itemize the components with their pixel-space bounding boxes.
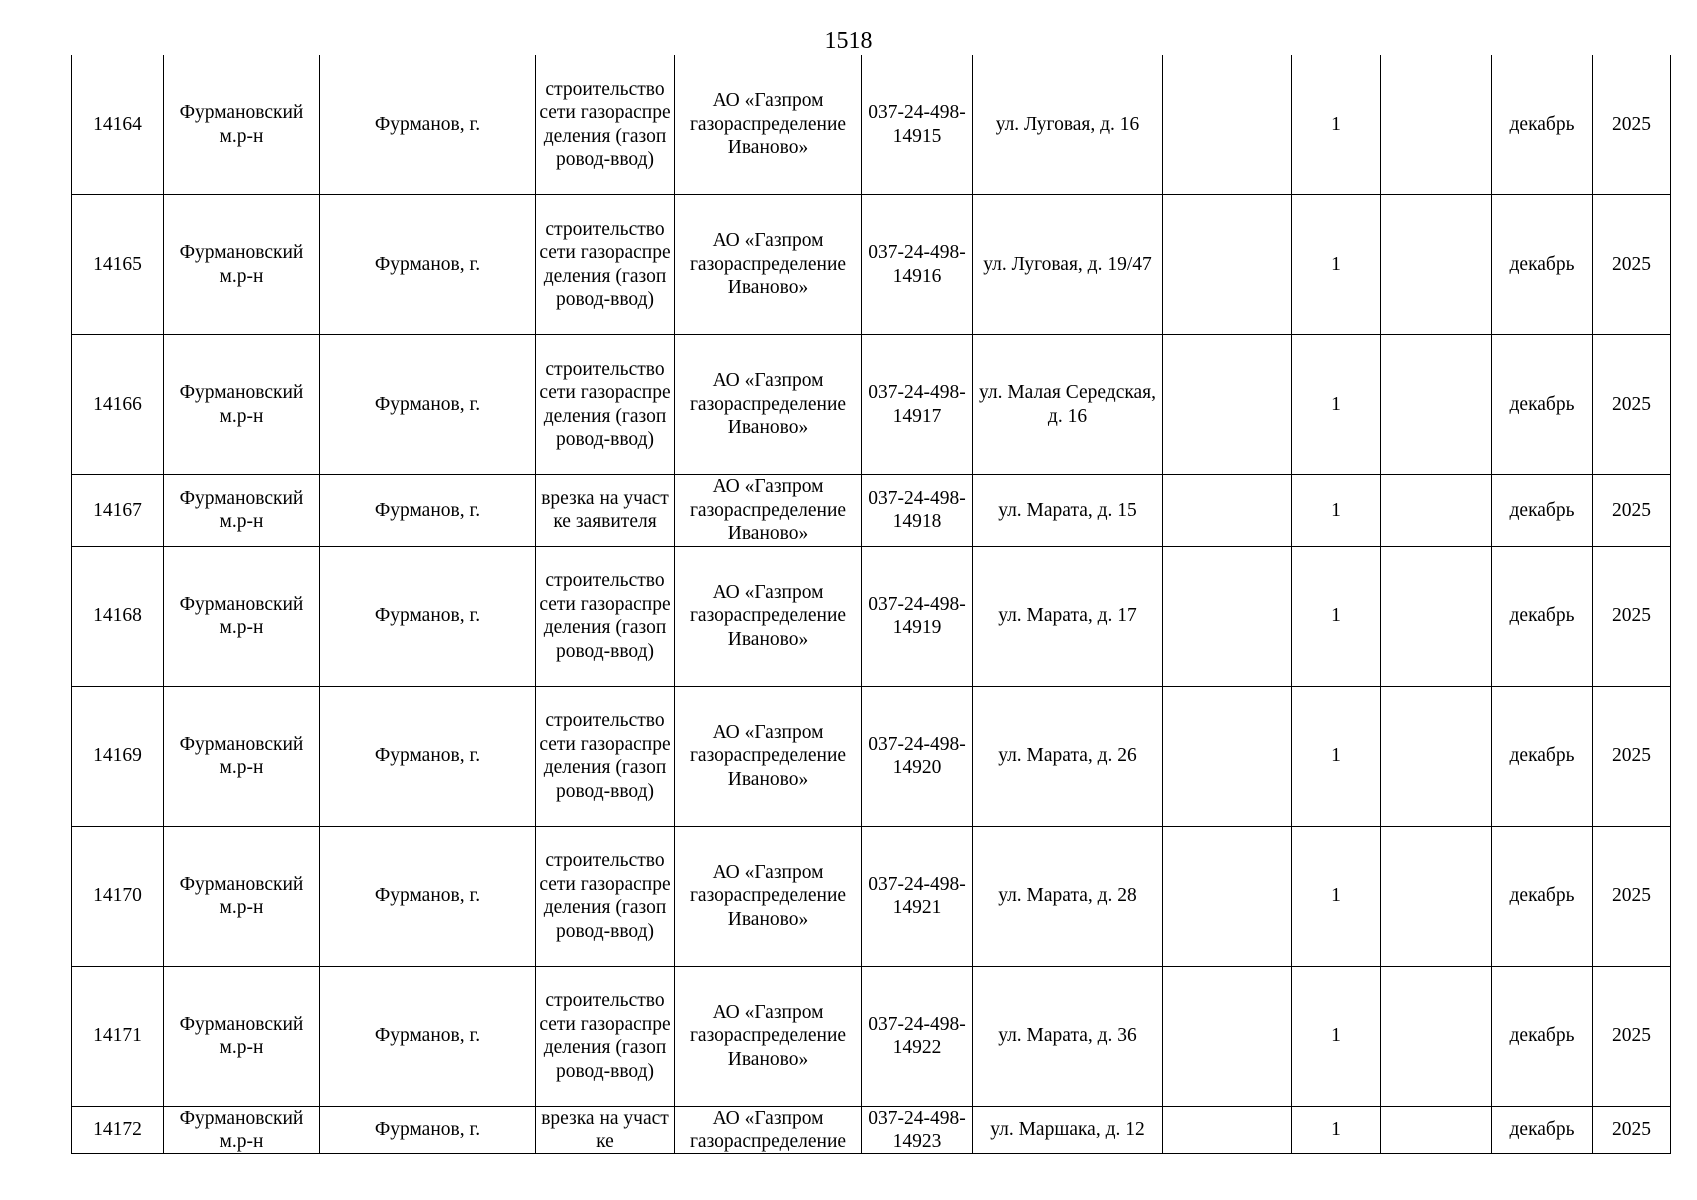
cell-address: ул. Маршака, д. 12 bbox=[973, 1106, 1163, 1153]
cell-address: ул. Марата, д. 28 bbox=[973, 826, 1163, 966]
cell-operator: АО «Газпром газораспределение Иваново» bbox=[675, 475, 862, 547]
cell-month: декабрь bbox=[1492, 966, 1593, 1106]
cell-empty bbox=[1381, 546, 1492, 686]
cell-empty bbox=[1381, 686, 1492, 826]
cell-operator: АО «Газпром газораспределение Иваново» bbox=[675, 335, 862, 475]
cell-year: 2025 bbox=[1593, 546, 1671, 686]
cell-empty bbox=[1163, 1106, 1292, 1153]
cell-empty bbox=[1381, 335, 1492, 475]
table-row bbox=[72, 686, 1671, 826]
cell-operator bbox=[675, 1106, 862, 1153]
cell-code: 037-24-498-14921 bbox=[862, 826, 973, 966]
cell-district: Фурмановский м.р-н bbox=[164, 335, 320, 475]
cell-operator-text: АО «Газпром газораспределение bbox=[689, 1107, 847, 1152]
cell-address: ул. Луговая, д. 16 bbox=[973, 55, 1163, 195]
cell-count: 1 bbox=[1292, 686, 1381, 826]
table-row bbox=[72, 335, 1671, 475]
cell-locality: Фурманов, г. bbox=[320, 195, 536, 335]
cell-month: декабрь bbox=[1492, 195, 1593, 335]
cell-empty bbox=[1381, 55, 1492, 195]
cell-year: 2025 bbox=[1593, 55, 1671, 195]
cell-count: 1 bbox=[1292, 335, 1381, 475]
cell-year: 2025 bbox=[1593, 966, 1671, 1106]
cell-empty bbox=[1381, 966, 1492, 1106]
cell-work-type: строительство сети газораспределения (газопровод-ввод) bbox=[536, 195, 675, 335]
cell-month: декабрь bbox=[1492, 335, 1593, 475]
cell-locality: Фурманов, г. bbox=[320, 546, 536, 686]
cell-count: 1 bbox=[1292, 1106, 1381, 1153]
cell-month: декабрь bbox=[1492, 546, 1593, 686]
cell-code: 037-24-498-14915 bbox=[862, 55, 973, 195]
cell-code: 037-24-498-14918 bbox=[862, 475, 973, 547]
cell-number: 14165 bbox=[72, 195, 164, 335]
table-row bbox=[72, 1106, 1671, 1153]
cell-empty bbox=[1163, 335, 1292, 475]
cell-empty bbox=[1163, 966, 1292, 1106]
cell-number: 14171 bbox=[72, 966, 164, 1106]
cell-work-type-text: врезка на участке bbox=[541, 1107, 669, 1152]
cell-year: 2025 bbox=[1593, 195, 1671, 335]
cell-district: Фурмановский м.р-н bbox=[164, 966, 320, 1106]
cell-empty bbox=[1381, 826, 1492, 966]
cell-address: ул. Марата, д. 17 bbox=[973, 546, 1163, 686]
cell-locality: Фурманов, г. bbox=[320, 966, 536, 1106]
table-row bbox=[72, 55, 1671, 195]
table-row bbox=[72, 475, 1671, 547]
cell-number: 14168 bbox=[72, 546, 164, 686]
cell-operator: АО «Газпром газораспределение Иваново» bbox=[675, 686, 862, 826]
cell-empty bbox=[1163, 826, 1292, 966]
cell-address: ул. Марата, д. 26 bbox=[973, 686, 1163, 826]
cell-work-type: строительство сети газораспределения (газопровод-ввод) bbox=[536, 686, 675, 826]
cell-operator: АО «Газпром газораспределение Иваново» bbox=[675, 195, 862, 335]
cell-operator: АО «Газпром газораспределение Иваново» bbox=[675, 546, 862, 686]
cell-code: 037-24-498-14922 bbox=[862, 966, 973, 1106]
cell-month: декабрь bbox=[1492, 686, 1593, 826]
cell-empty bbox=[1163, 195, 1292, 335]
page-number: 1518 bbox=[824, 28, 873, 54]
cell-district: Фурмановский м.р-н bbox=[164, 826, 320, 966]
cell-year: 2025 bbox=[1593, 335, 1671, 475]
table-row bbox=[72, 826, 1671, 966]
cell-code: 037-24-498-14919 bbox=[862, 546, 973, 686]
cell-empty bbox=[1381, 475, 1492, 547]
cell-locality: Фурманов, г. bbox=[320, 55, 536, 195]
cell-district: Фурмановский м.р-н bbox=[164, 546, 320, 686]
cell-count: 1 bbox=[1292, 546, 1381, 686]
cell-locality: Фурманов, г. bbox=[320, 335, 536, 475]
cell-code bbox=[862, 1106, 973, 1153]
cell-operator: АО «Газпром газораспределение Иваново» bbox=[675, 966, 862, 1106]
cell-operator: АО «Газпром газораспределение Иваново» bbox=[675, 55, 862, 195]
cell-work-type: строительство сети газораспределения (газопровод-ввод) bbox=[536, 966, 675, 1106]
cell-year: 2025 bbox=[1593, 686, 1671, 826]
cell-number: 14167 bbox=[72, 475, 164, 547]
cell-year: 2025 bbox=[1593, 826, 1671, 966]
cell-locality: Фурманов, г. bbox=[320, 686, 536, 826]
cell-district: Фурмановский м.р-н bbox=[164, 475, 320, 547]
table-row bbox=[72, 546, 1671, 686]
cell-empty bbox=[1381, 1106, 1492, 1153]
cell-operator: АО «Газпром газораспределение Иваново» bbox=[675, 826, 862, 966]
cell-empty bbox=[1163, 546, 1292, 686]
cell-address: ул. Марата, д. 15 bbox=[973, 475, 1163, 547]
cell-count: 1 bbox=[1292, 826, 1381, 966]
cell-district bbox=[164, 1106, 320, 1153]
cell-work-type: строительство сети газораспределения (газопровод-ввод) bbox=[536, 55, 675, 195]
cell-work-type: строительство сети газораспределения (газопровод-ввод) bbox=[536, 546, 675, 686]
cell-month: декабрь bbox=[1492, 55, 1593, 195]
cell-address: ул. Луговая, д. 19/47 bbox=[973, 195, 1163, 335]
cell-work-type: строительство сети газораспределения (газопровод-ввод) bbox=[536, 335, 675, 475]
cell-district-text: Фурмановский м.р-н bbox=[179, 1107, 304, 1152]
cell-work-type: врезка на участке заявителя bbox=[536, 475, 675, 547]
cell-number: 14170 bbox=[72, 826, 164, 966]
cell-district: Фурмановский м.р-н bbox=[164, 55, 320, 195]
cell-work-type: строительство сети газораспределения (газопровод-ввод) bbox=[536, 826, 675, 966]
cell-number: 14172 bbox=[72, 1106, 164, 1153]
cell-code: 037-24-498-14916 bbox=[862, 195, 973, 335]
cell-empty bbox=[1163, 686, 1292, 826]
registry-table bbox=[71, 55, 1671, 1154]
cell-code-text: 037-24-498-14923 bbox=[868, 1107, 966, 1152]
cell-count: 1 bbox=[1292, 475, 1381, 547]
cell-month: декабрь bbox=[1492, 475, 1593, 547]
table-row bbox=[72, 195, 1671, 335]
cell-code: 037-24-498-14917 bbox=[862, 335, 973, 475]
cell-address: ул. Марата, д. 36 bbox=[973, 966, 1163, 1106]
cell-number: 14166 bbox=[72, 335, 164, 475]
cell-count: 1 bbox=[1292, 195, 1381, 335]
cell-month: декабрь bbox=[1492, 826, 1593, 966]
cell-number: 14169 bbox=[72, 686, 164, 826]
cell-code: 037-24-498-14920 bbox=[862, 686, 973, 826]
cell-address: ул. Малая Середская, д. 16 bbox=[973, 335, 1163, 475]
cell-count: 1 bbox=[1292, 966, 1381, 1106]
cell-locality: Фурманов, г. bbox=[320, 826, 536, 966]
cell-count: 1 bbox=[1292, 55, 1381, 195]
cell-number: 14164 bbox=[72, 55, 164, 195]
cell-empty bbox=[1163, 475, 1292, 547]
cell-locality: Фурманов, г. bbox=[320, 1106, 536, 1153]
cell-empty bbox=[1381, 195, 1492, 335]
cell-year: 2025 bbox=[1593, 475, 1671, 547]
table-row bbox=[72, 966, 1671, 1106]
cell-district: Фурмановский м.р-н bbox=[164, 686, 320, 826]
cell-work-type bbox=[536, 1106, 675, 1153]
cell-district: Фурмановский м.р-н bbox=[164, 195, 320, 335]
cell-year: 2025 bbox=[1593, 1106, 1671, 1153]
cell-empty bbox=[1163, 55, 1292, 195]
cell-month: декабрь bbox=[1492, 1106, 1593, 1153]
cell-locality: Фурманов, г. bbox=[320, 475, 536, 547]
